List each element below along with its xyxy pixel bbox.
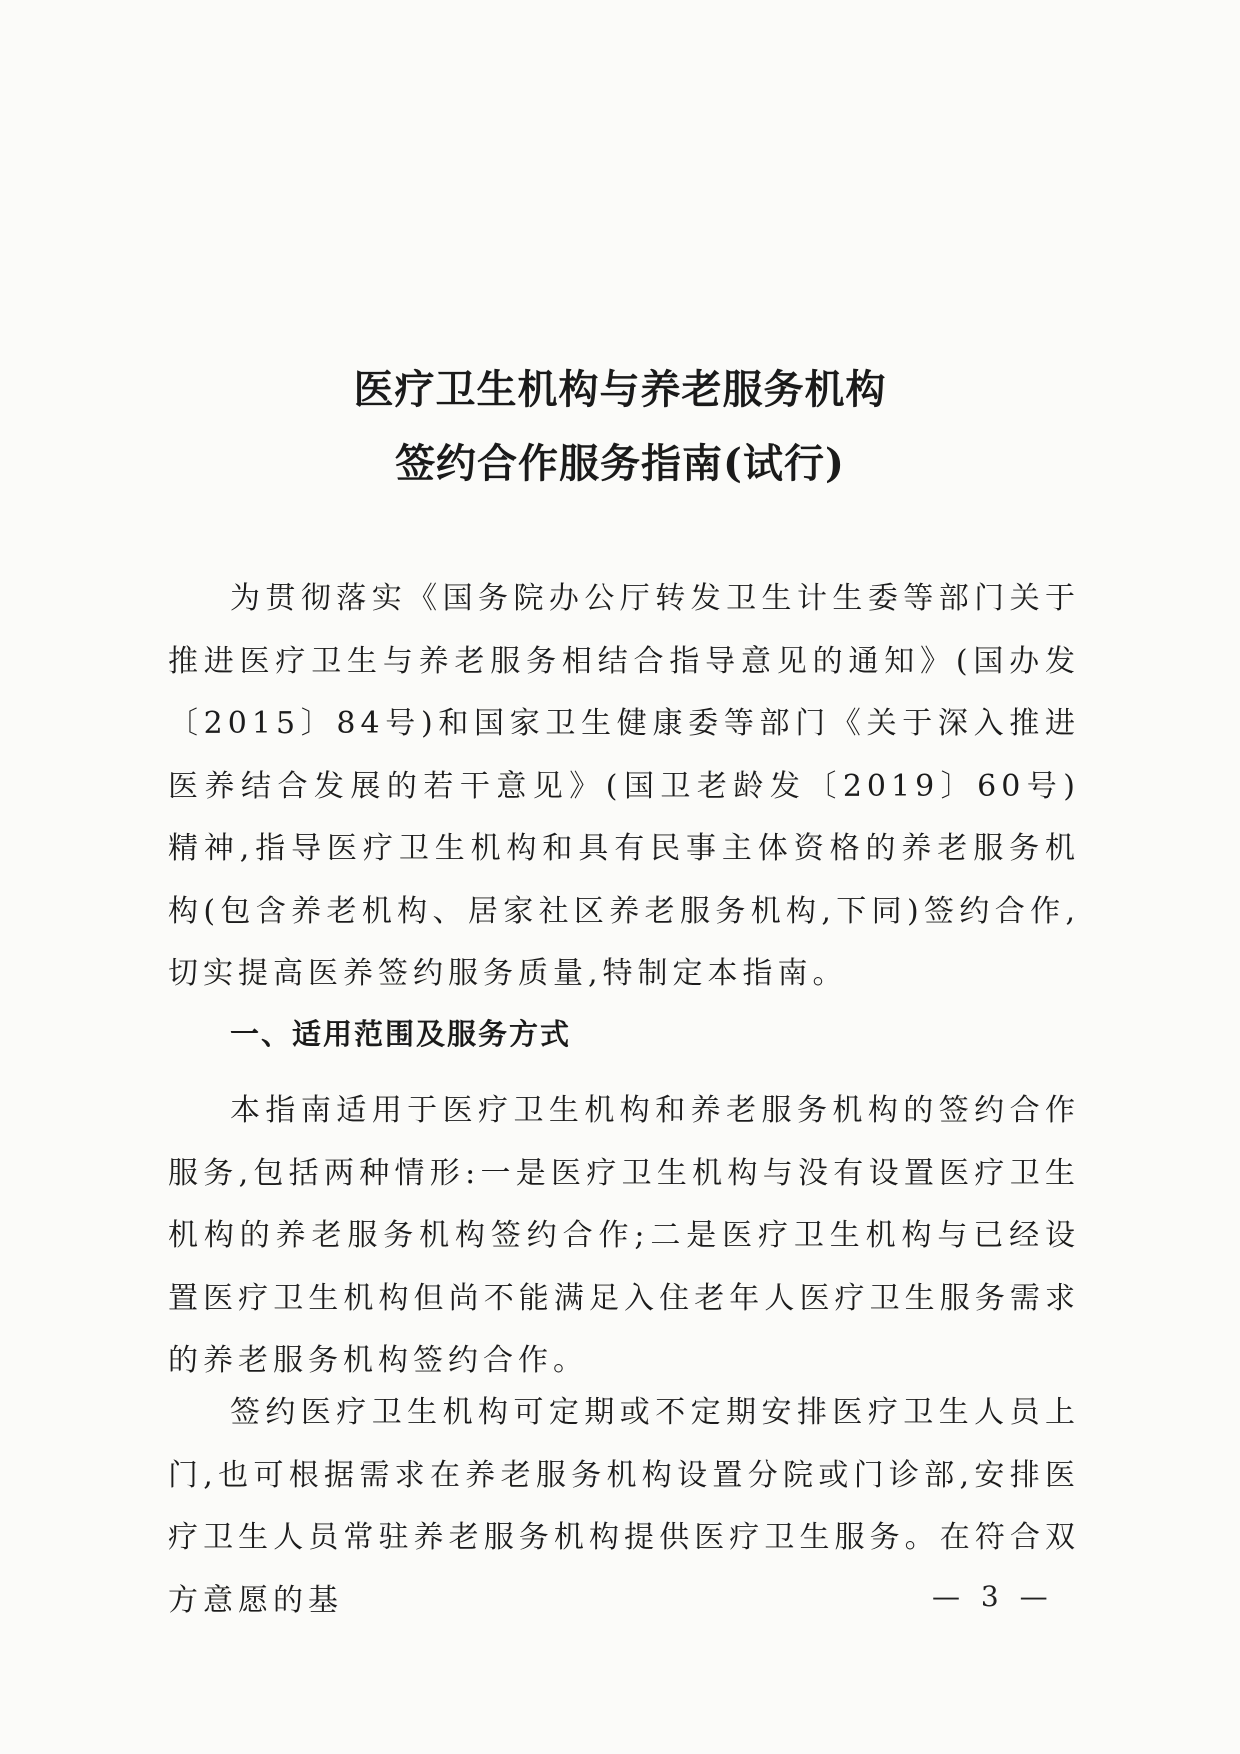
section-heading-scope: 一、适用范围及服务方式 [230,1017,572,1051]
paragraph-scope-text: 本指南适用于医疗卫生机构和养老服务机构的签约合作服务,包括两种情形:一是医疗卫生机构与没有设置医疗卫生机构的养老服务机构签约合作;二是医疗卫生机构与已经设置医疗卫生机构但尚不能满足入住老年人医疗卫生服务需求的养老服务机构签约合作。 [168,1093,1080,1378]
page-number: — 3 — [932,1580,1054,1613]
document-title-line-2: 签约合作服务指南(试行) [395,440,845,487]
paragraph-intro [168,568,1080,1006]
paragraph-service-mode-text: 签约医疗卫生机构可定期或不定期安排医疗卫生人员上门,也可根据需求在养老服务机构设置分院或门诊部,安排医疗卫生人员常驻养老服务机构提供医疗卫生服务。在符合双方意愿的基 [168,1395,1080,1618]
paragraph-intro-text: 为贯彻落实《国务院办公厅转发卫生计生委等部门关于推进医疗卫生与养老服务相结合指导意见的通知》(国办发〔2015〕84号)和国家卫生健康委等部门《关于深入推进医养结合发展的若干意见》(国卫老龄发〔2019〕60号)精神,指导医疗卫生机构和具有民事主体资格的养老服务机构(包含养老机构、居家社区养老服务机构,下同)签约合作,切实提高医养签约服务质量,特制定本指南。 [168,581,1080,991]
paragraph-scope [168,1080,1080,1393]
document-title-line-1: 医疗卫生机构与养老服务机构 [353,366,887,413]
